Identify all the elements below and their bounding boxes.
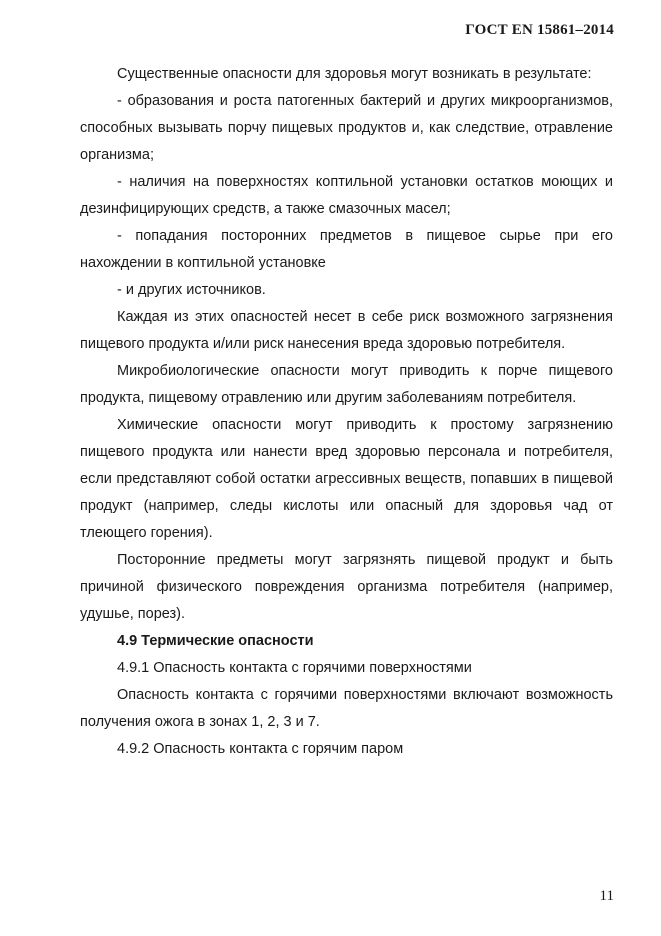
paragraph-contamination-risk: Каждая из этих опасностей несет в себе риск возможного загрязнения пищевого продукта и/или риск нанесения вреда здоровью потребителя. — [80, 309, 613, 352]
page-body — [80, 61, 613, 763]
paragraph-health-hazards-intro: Существенные опасности для здоровья могут возникать в результате: — [117, 66, 592, 82]
paragraph-microbiological-hazards: Микробиологические опасности могут приводить к порче пищевого продукта, пищевому отравлению или другим заболеваниям потребителя. — [80, 363, 613, 406]
list-item-bacteria: - образования и роста патогенных бактерий и других микроорганизмов, способных вызывать порчу пищевых продуктов и, как следствие, отравление организма; — [80, 93, 613, 163]
paragraph-foreign-objects: Посторонние предметы могут загрязнять пищевой продукт и быть причиной физического повреждения организма потребителя (например, удушье, порез). — [80, 552, 613, 622]
page-number: 11 — [599, 888, 614, 904]
paragraph-chemical-hazards: Химические опасности могут приводить к простому загрязнению пищевого продукта или нанести вред здоровью персонала и потребителя, если представляют собой остатки агрессивных веществ, попавших в пищевой продукт (например, следы кислоты или опасный для здоровья чад от тлеющего горения). — [80, 417, 613, 541]
list-item-other-sources: - и других источников. — [117, 282, 266, 298]
section-heading-thermal-hazards: 4.9 Термические опасности — [117, 633, 314, 649]
document-code-header: ГОСТ EN 15861–2014 — [465, 22, 614, 38]
list-item-detergent-residues: - наличия на поверхностях коптильной установки остатков моющих и дезинфицирующих средств, а также смазочных масел; — [80, 174, 613, 217]
subsection-heading-hot-surfaces: 4.9.1 Опасность контакта с горячими поверхностями — [117, 660, 472, 676]
subsection-heading-hot-steam: 4.9.2 Опасность контакта с горячим паром — [117, 741, 404, 757]
paragraph-hot-surfaces: Опасность контакта с горячими поверхностями включают возможность получения ожога в зонах 1, 2, 3 и 7. — [80, 687, 613, 730]
list-item-foreign-objects: - попадания посторонних предметов в пищевое сырье при его нахождении в коптильной установке — [80, 228, 613, 271]
